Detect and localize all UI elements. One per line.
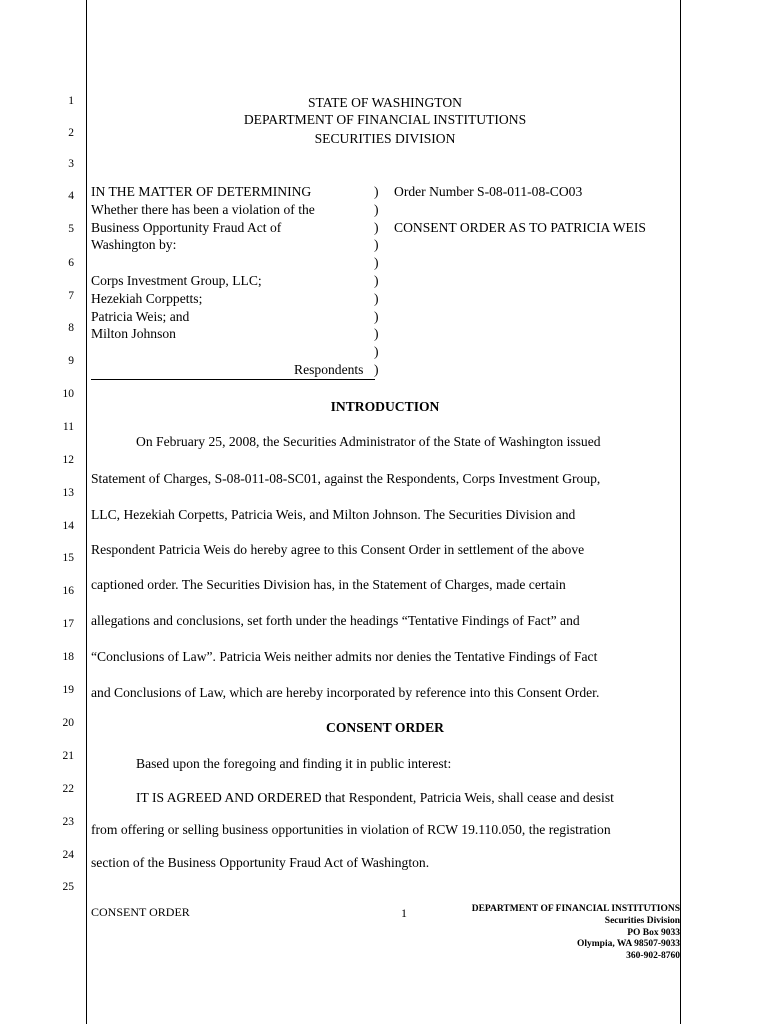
line-number: 10 <box>62 388 74 400</box>
line-number: 18 <box>62 651 74 663</box>
intro-line: LLC, Hezekiah Corpetts, Patricia Weis, and Milton Johnson. The Securities Division and <box>91 507 576 522</box>
paren: ) <box>374 184 379 199</box>
footer-address-line: 360-902-8760 <box>626 951 680 962</box>
line-number: 12 <box>62 454 74 466</box>
paren: ) <box>374 308 379 324</box>
line-number: 15 <box>62 552 74 564</box>
header-division: SECURITIES DIVISION <box>314 131 456 146</box>
paren: ) <box>374 237 379 253</box>
page-number: 1 <box>401 906 407 920</box>
caption-underline <box>91 379 375 380</box>
footer-address <box>472 904 680 963</box>
order-line: IT IS AGREED AND ORDERED that Respondent, Patricia Weis, shall cease and desist <box>136 790 614 805</box>
paren: ) <box>374 344 379 360</box>
header-state: STATE OF WASHINGTON <box>308 95 462 110</box>
consent-order-heading: CONSENT ORDER <box>326 720 444 735</box>
intro-line: Statement of Charges, S-08-011-08-SC01, against the Respondents, Corps Investment Group, <box>91 471 601 486</box>
line-number: 2 <box>68 127 74 139</box>
line-number: 17 <box>62 618 74 630</box>
footer-title: CONSENT ORDER <box>91 905 190 919</box>
caption-line: Business Opportunity Fraud Act of <box>91 219 282 235</box>
intro-line: “Conclusions of Law”. Patricia Weis neither admits nor denies the Tentative Findings of Fact <box>91 649 598 664</box>
intro-line: Respondent Patricia Weis do hereby agree to this Consent Order in settlement of the above <box>91 542 585 557</box>
caption-line: Whether there has been a violation of the <box>91 201 315 217</box>
order-line: section of the Business Opportunity Fraud Act of Washington. <box>91 855 430 870</box>
line-number: 16 <box>62 585 74 597</box>
line-number: 11 <box>62 421 74 433</box>
paren: ) <box>374 361 379 377</box>
line-number: 20 <box>62 717 74 729</box>
line-number: 19 <box>62 684 74 696</box>
caption-line: Hezekiah Corppetts; <box>91 290 203 306</box>
paren: ) <box>374 326 379 342</box>
line-number: 25 <box>62 881 74 893</box>
header-department: DEPARTMENT OF FINANCIAL INSTITUTIONS <box>243 112 527 127</box>
line-number: 5 <box>68 223 74 235</box>
line-number: 4 <box>68 190 74 202</box>
left-margin-rule <box>86 0 87 1024</box>
line-number: 21 <box>62 750 74 762</box>
line-number: 9 <box>68 355 74 367</box>
line-number: 14 <box>62 520 74 532</box>
caption-line: Milton Johnson <box>91 326 176 342</box>
footer-address-line: DEPARTMENT OF FINANCIAL INSTITUTIONS <box>471 904 680 914</box>
footer-address-line: PO Box 9033 <box>627 927 680 938</box>
intro-line: allegations and conclusions, set forth under the headings “Tentative Findings of Fact” and <box>91 613 580 628</box>
introduction-heading: INTRODUCTION <box>330 399 440 414</box>
order-title: CONSENT ORDER AS TO PATRICIA WEIS <box>394 220 646 235</box>
caption-parentheses <box>374 183 379 379</box>
line-number: 1 <box>68 95 74 107</box>
right-margin-rule <box>680 0 681 1024</box>
line-number: 23 <box>62 816 74 828</box>
line-number: 6 <box>68 257 74 269</box>
line-number: 13 <box>62 487 74 499</box>
order-number: Order Number S-08-011-08-CO03 <box>394 184 583 199</box>
line-number: 22 <box>62 783 74 795</box>
caption-line <box>91 254 376 272</box>
paren: ) <box>374 290 379 306</box>
line-number: 7 <box>68 290 74 302</box>
paren: ) <box>374 255 379 271</box>
paren: ) <box>374 201 379 217</box>
intro-line: On February 25, 2008, the Securities Administrator of the State of Washington issued <box>136 434 601 449</box>
intro-line: and Conclusions of Law, which are hereby incorporated by reference into this Consent Order. <box>91 685 600 700</box>
paren: ) <box>374 219 379 235</box>
intro-line: captioned order. The Securities Division has, in the Statement of Charges, made certain <box>91 577 566 592</box>
caption-line: Patricia Weis; and <box>91 308 190 324</box>
caption-line: Corps Investment Group, LLC; <box>91 272 262 288</box>
caption-line: IN THE MATTER OF DETERMINING <box>91 184 312 199</box>
paren: ) <box>374 272 379 288</box>
respondents-label: Respondents <box>294 362 364 377</box>
line-number: 3 <box>68 158 74 170</box>
footer-address-line: Securities Division <box>604 915 680 926</box>
footer-address-line: Olympia, WA 98507-9033 <box>576 939 680 950</box>
line-number: 24 <box>62 849 74 861</box>
line-number: 8 <box>68 322 74 334</box>
caption-matter <box>91 183 376 343</box>
order-line: from offering or selling business opportunities in violation of RCW 19.110.050, the registration <box>91 822 611 837</box>
caption-line: Washington by: <box>91 237 177 253</box>
order-line: Based upon the foregoing and finding it in public interest: <box>136 756 452 771</box>
